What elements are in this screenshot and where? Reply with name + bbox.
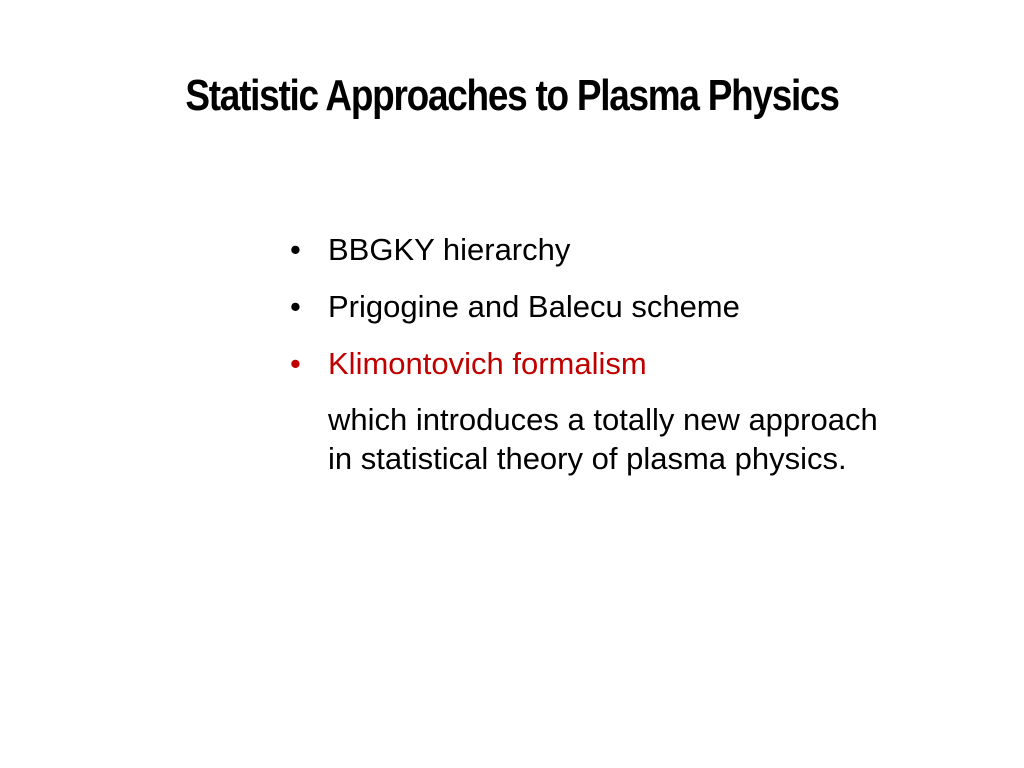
bullet-continuation bbox=[284, 400, 888, 478]
bullet-text: Klimontovich formalism bbox=[328, 346, 647, 381]
bullet-item-bbgky bbox=[284, 232, 924, 267]
bullet-text: BBGKY hierarchy bbox=[328, 232, 571, 267]
bullet-dot-icon: • bbox=[290, 232, 301, 267]
bullet-dot-icon: • bbox=[290, 289, 301, 324]
continuation-text: which introduces a totally new approach in statistical theory of plasma physics. bbox=[328, 402, 878, 476]
bullet-text: Prigogine and Balecu scheme bbox=[328, 289, 740, 324]
bullet-item-prigogine bbox=[284, 289, 924, 324]
bullet-dot-icon: • bbox=[290, 346, 301, 381]
slide-title: Statistic Approaches to Plasma Physics bbox=[185, 71, 839, 120]
bullet-list bbox=[284, 232, 924, 478]
bullet-item-klimontovich bbox=[284, 346, 924, 381]
